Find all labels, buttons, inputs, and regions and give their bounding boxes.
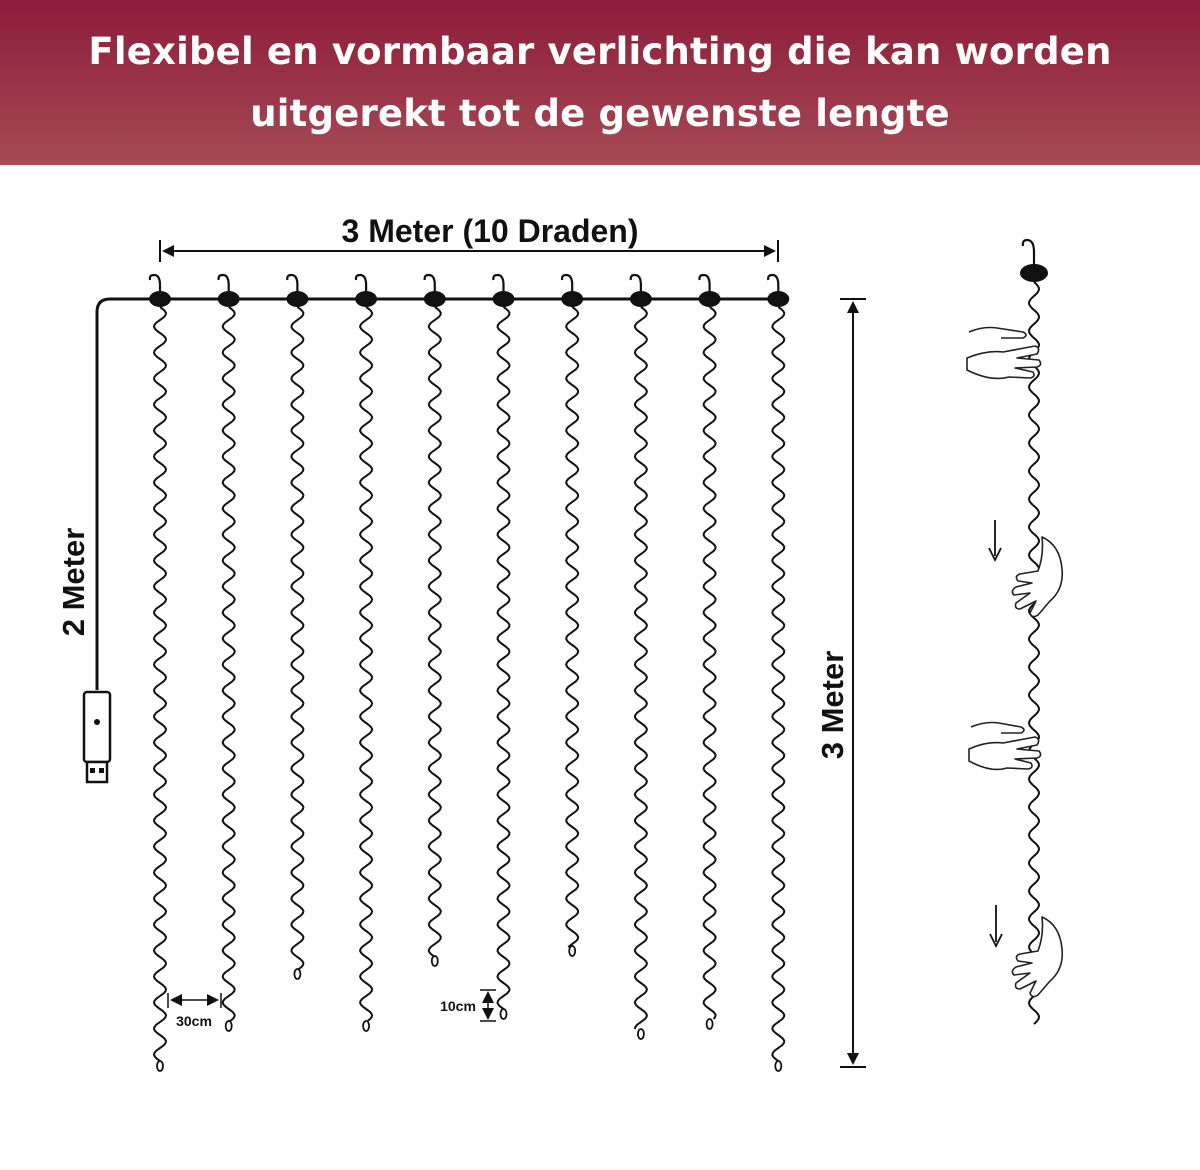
- strand-wire: [223, 307, 235, 1021]
- clip-icon: [149, 291, 171, 307]
- height-label: 3 Meter: [815, 650, 850, 760]
- spacing-label: 30cm: [176, 1013, 212, 1029]
- usb-plug-icon: [84, 692, 110, 782]
- strand: [767, 275, 789, 1071]
- strand: [424, 275, 446, 966]
- strand-end: [294, 969, 300, 979]
- width-dimension: [160, 213, 778, 262]
- lead-length-label: 2 Meter: [56, 527, 91, 637]
- gap-dimension: [440, 990, 496, 1021]
- strand-end: [775, 1061, 781, 1071]
- strand-wire: [291, 307, 303, 969]
- banner-title-line-2: uitgerekt tot de gewenste lengte: [250, 91, 950, 135]
- down-arrow-icon: [989, 520, 1001, 560]
- strand-end: [157, 1061, 163, 1071]
- hand-icon: [967, 328, 1041, 379]
- width-label: 3 Meter (10 Draden): [341, 213, 639, 249]
- strand-end: [501, 1009, 507, 1019]
- clip-icon: [561, 291, 583, 307]
- gap-label: 10cm: [440, 998, 476, 1014]
- clip-icon: [699, 291, 721, 307]
- strand: [218, 275, 240, 1031]
- main-wire: [97, 299, 780, 690]
- clip-icon: [493, 291, 515, 307]
- strand-wire: [635, 307, 647, 1029]
- clip-icon: [630, 291, 652, 307]
- spacing-dimension: [168, 993, 221, 1029]
- strand-wire: [429, 307, 441, 957]
- hand-icon: [969, 723, 1041, 770]
- strand-wire: [498, 307, 510, 1009]
- strand: [493, 275, 515, 1019]
- height-dimension: [815, 299, 866, 1067]
- strand-end: [569, 946, 575, 956]
- clip-icon: [355, 291, 377, 307]
- clip-icon: [1020, 264, 1048, 282]
- strand-wire: [566, 307, 578, 947]
- strand: [561, 275, 583, 956]
- strand: [355, 275, 377, 1031]
- strand: [286, 275, 308, 979]
- strand-end: [638, 1029, 644, 1039]
- strand-end: [432, 956, 438, 966]
- strand-wire: [704, 307, 716, 1019]
- light-strands: [149, 275, 789, 1071]
- side-strand-wire: [1029, 282, 1039, 1024]
- strand-wire: [154, 307, 166, 1061]
- strand: [630, 275, 652, 1039]
- clip-icon: [767, 291, 789, 307]
- down-arrow-icon: [990, 905, 1002, 946]
- side-strand: [1020, 240, 1048, 1024]
- clip-icon: [218, 291, 240, 307]
- hook-icon: [1023, 240, 1034, 268]
- strand: [699, 275, 721, 1029]
- strand-end: [363, 1021, 369, 1031]
- hand-icon: [1012, 537, 1062, 617]
- strand-wire: [772, 307, 784, 1061]
- clip-icon: [424, 291, 446, 307]
- strand-end: [226, 1021, 232, 1031]
- stretch-illustration: [967, 240, 1062, 1024]
- clip-icon: [286, 291, 308, 307]
- banner-title-line-1: Flexibel en vormbaar verlichting die kan worden: [88, 29, 1112, 73]
- strand-wire: [360, 307, 372, 1021]
- strand-end: [707, 1019, 713, 1029]
- strand: [149, 275, 171, 1071]
